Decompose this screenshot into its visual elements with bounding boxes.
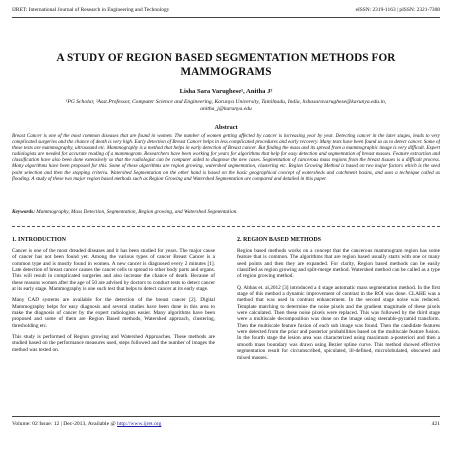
journal-name: IJRET: International Journal of Research in Engineering and Technology [12,7,170,13]
region-heading: 2. REGION BASED METHODS [237,237,322,243]
region-paragraph-1: Region based methods works on a concept that the cancerous mammogram region has some feature that is common. The algorithms that are region based usually starts with one or many seed points and then they are expanded. For clarity, Region based methods can be easily classified as region growing and split-merge method. Watershed method can be called as a type of region growing method. [237,248,440,280]
footer-rule [12,416,440,417]
header-rule [12,17,440,18]
journal-link[interactable]: http://www.ijret.org [117,421,162,427]
keywords-text: Mammography, Mass Detection, Segmentation, Region growing, and Watershed Segmentation. [36,209,238,215]
paper-affiliation: ¹PG Scholar, ²Asst.Professor, Computer Science and Engineering, Karunya University, Tamilnadu, India, lishasaravarughese@karunya.edu.in, anitha_j@karunya.edu [65,99,387,112]
page-footer [12,421,440,428]
journal-header [12,7,440,14]
keywords-label: Keywords: [12,209,35,215]
region-paragraph-2: Q. Abbas et. al,2012 [3] introduced a 4 stage automatic mass segmentation method. In the first stage of this method a dynamic improvement of contrast in the ROI was done. CLAHE was a method that was used in contrast enhancement. In the second stage noise was reduced. Template matching to determine the noise pixels and the gradient magnitude of these pixels were calculated. Then these noise pixels were replaced. This was followed by the third stage were a multiscale decomposition was done on the image using steerable-pyramid transform. Then the multiscale feature fusion of each sub image was found. Then the candidate features were detected from the prior and posterior probabilities based on the multiscale feature fusion. In the fourth stage the lesion area was characterized using maximum a-posteriori and then a smooth mass boundary was drawn using Bezier spline curve. This method showed effective segmentation result for circumscribed, spiculated, ill-defined, microlobulated, obscured and mixed masses. [237,284,440,361]
footer-volume: Volume: 02 Issue: 12 | Dec-2013, Available @ [12,421,116,427]
intro-paragraph-2: Many CAD systems are available for the detection of the breast cancer [2]. Digital Mammography helps for easy diagnosis and several studies have been done in this area to make the diagnosis of cancer by the expert radiologists easier. Many algorithms have been proposed and some of them are Region Based methods, Watershed approach, clustering, thresholding etc. [12,297,215,329]
page-number: 421 [431,421,440,427]
abstract-text: Breast Cancer is one of the most common diseases that are found in women. The number of women getting affected by cancer is increasing year by year. Detecting cancer in the later stages, leads to very complicated surgeries and the chance of death is very high. Early detection of Breast Cancer helps in less complicated procedures and early recovery. Many tests have been found so as to detect cancer. Some of these tests are mammography, ultrasound etc. Mammography is a method that helps in early detection of Breast cancer. But finding the mass and its spread from a mammographic image is very difficult. Expert radiologists are needed for accurate reading of a mammogram. Researchers have been working for years for algorithms that help for easy detection and segmentation of breast masses. Feature extraction and classification have also been done extensively so that the radiologist can be computer aided to diagnose the new cases. Segmentation of cancerous mass regions from the breast tissues is a difficult process. Many algorithms have been proposed for this. Some of these algorithms are region growing, watershed segmentation, clustering etc. Region Growing Method is based on two major factors which is the seed point selection and then the stopping criteria. Watershed Segmentation on the other hand is based on the basic geographical concept of watersheds and catchment basins, and uses a technique called as flooding. A study of these two major region based methods such as Region Growing and Watershed Segmentation are compared and detailed in this paper. [12,133,440,182]
intro-paragraph-3: This study is performed of Region growing and Watershed Approaches. These methods are studied based on the performance measures used, steps followed and the number of images the method was tested on. [12,334,215,353]
intro-paragraph-1: Cancer is one of the most dreaded diseases and it has been studied for years. The major cause of cancer has not been found yet. Among the various types of cancer Breast Cancer is a common type and is mostly found in women. A new cancer is diagnosed every 2 minutes [1]. Late detection of breast cancer causes the cancer cells to spread to other body parts and organs. This will result in complicated surgeries and also increase the chance of death. Because of these reasons women after the age of 50 are advised by doctors to conduct tests to detect cancer at its early stage. Mammography is one such test that helps to detect cancer at its early stage. [12,248,215,293]
intro-heading: 1. INTRODUCTION [12,237,67,243]
paper-title: A STUDY OF REGION BASED SEGMENTATION METHODS FOR MAMMOGRAMS [56,52,396,78]
footer-volume-line [12,421,161,428]
keywords [12,209,440,223]
left-column [12,236,215,412]
journal-issn: eISSN: 2319-1163 | pISSN: 2321-7308 [355,7,440,13]
abstract-heading: Abstract [214,124,238,131]
paper-authors: Lisha Sara Varughese¹, Anitha J² [179,88,273,95]
section-divider [12,226,440,227]
right-column [237,236,440,412]
